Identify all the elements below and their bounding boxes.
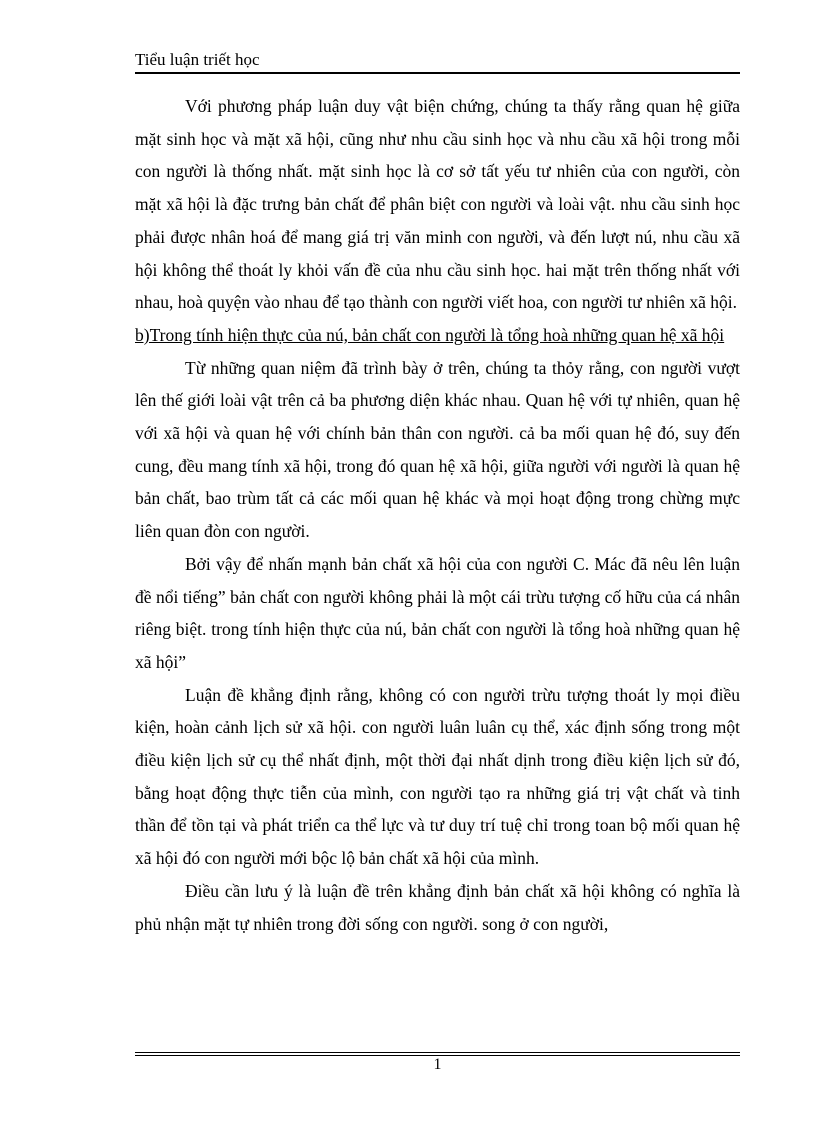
section-heading-b: b)Trong tính hiện thực của nú, bản chất con người là tổng hoà những quan hệ xã hội <box>135 324 725 345</box>
page-footer <box>135 1052 740 1072</box>
paragraph-4: Luận đề khẳng định rằng, không có con người trừu tượng thoát ly mọi điều kiện, hoàn cảnh lịch sử xã hội. con người luân luân cụ thể, xác định sống trong một điều kiện lịch sử cụ thể nhất định, một thời đại nhất dịnh trong điều kiện lịch sử đó, bằng hoạt động thực tiễn của mình, con người tạo ra những giá trị vật chất và tinh thần để tồn tại và phát triển ca thể lực và tư duy trí tuệ chỉ trong toan bộ mối quan hệ xã hội đó con người mới bộc lộ bản chất xã hội của mình. <box>135 684 740 869</box>
page-number: 1 <box>433 1056 442 1073</box>
header-title: Tiểu luận triết học <box>135 50 260 69</box>
page-header <box>135 50 740 74</box>
paragraph-3: Bởi vậy để nhấn mạnh bản chất xã hội của con người C. Mác đã nêu lên luận đề nổi tiếng” bản chất con người không phải là một cái trừu tượng cố hữu của cá nhân riêng biệt. trong tính hiện thực của nú, bản chất con người là tổng hoà những quan hệ xã hội” <box>135 553 740 672</box>
paragraph-1: Với phương pháp luận duy vật biện chứng, chúng ta thấy rằng quan hệ giữa mặt sinh học và mặt xã hội, cũng như nhu cầu sinh học và nhu cầu xã hội trong mỗi con người là thống nhất. mặt sinh học là cơ sở tất yếu tư nhiên của con người, còn mặt xã hội là đặc trưng bản chất để phân biệt con người và loài vật. nhu cầu sinh học phải được nhân hoá để mang giá trị văn minh con người, và đến lượt nú, nhu cầu xã hội không thể thoát ly khỏi vấn đề của nhu cầu sinh học. hai mặt trên thống nhất với nhau, hoà quyện vào nhau để tạo thành con người viết hoa, con người tư nhiên xã hội. <box>135 96 740 313</box>
paragraph-5: Điều cần lưu ý là luận đề trên khẳng định bản chất xã hội không có nghĩa là phủ nhận mặt tự nhiên trong đời sống con người. song ở con người, <box>135 880 740 934</box>
footer-rule-top <box>135 1052 740 1053</box>
document-body <box>135 90 740 940</box>
paragraph-2: Từ những quan niệm đã trình bày ở trên, chúng ta thỏy rằng, con người vượt lên thế giới loài vật trên cả ba phương diện khác nhau. Quan hệ với tự nhiên, quan hệ với xã hội và quan hệ với chính bản thân con người. cả ba mối quan hệ đó, suy đến cung, đều mang tính xã hội, trong đó quan hệ xã hội, giữa người với người là quan hệ bản chất, bao trùm tất cả các mối quan hệ khác và mọi hoạt động trong chừng mực liên quan đòn con người. <box>135 357 740 542</box>
